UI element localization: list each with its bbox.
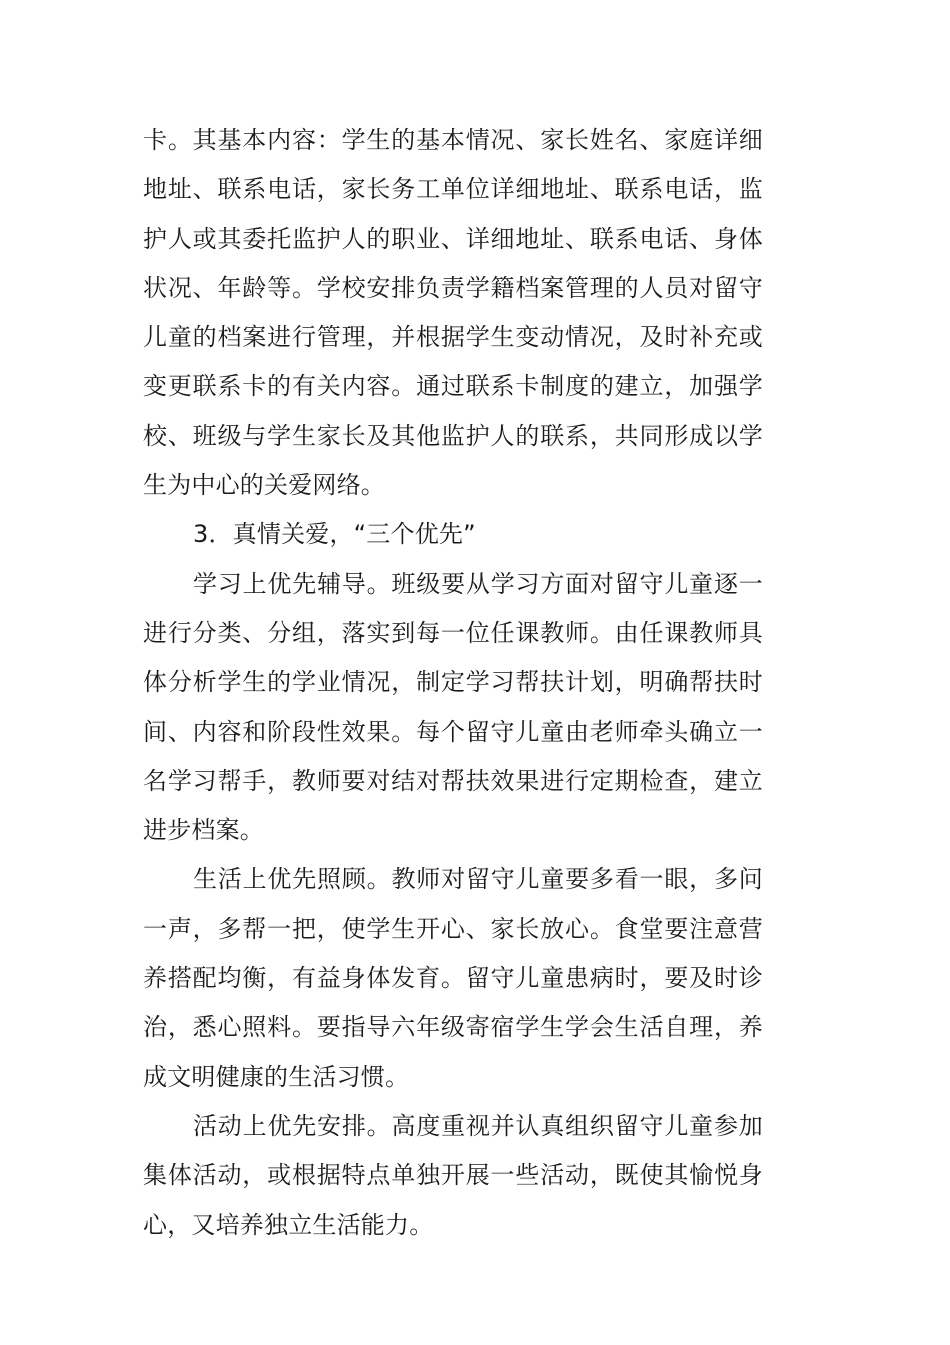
paragraph-life-priority [143, 855, 763, 1101]
text-line: 址、联系电话，家长务工单位详细地址、联系电话，监护人 [143, 175, 763, 253]
text-line: 或其委托监护人的职业、详细地址、联系电话、身体状况、 [143, 224, 763, 302]
text-line: 又培养独立生活能力。 [191, 1210, 434, 1239]
paragraph-activity-priority [143, 1102, 763, 1250]
text-line: 网络。 [312, 471, 386, 500]
text-line: 声，多帮一把，使学生开心、家长放心。食堂要注意营养搭 [143, 914, 763, 993]
text-line: 年龄等。学校安排负责学籍档案管理的人员对留守儿童的档 [143, 273, 763, 352]
text-line: 学习上优先辅导。班级要从学习方面对留守儿童逐一进 [143, 569, 763, 647]
text-line: 生活上优先照顾。教师对留守儿童要多看一眼，多问一 [143, 865, 763, 943]
text-line: 活动上优先安排。高度重视并认真组织留守儿童参加集 [143, 1111, 763, 1190]
text-line: 容和阶段性效果。每个留守儿童由老师牵头确立一名学习帮 [143, 717, 763, 795]
section-heading [143, 510, 763, 559]
text-line: 配均衡，有益身体发育。留守儿童患病时，要及时诊治，悉 [143, 964, 763, 1042]
text-line: 行分类、分组，落实到每一位任课教师。由任课教师具体分 [143, 618, 763, 697]
text-line: 卡。其基本内容：学生的基本情况、家长姓名、家庭详细地 [143, 126, 763, 204]
text-line: 手，教师要对结对帮扶效果进行定期检查，建立进步档案。 [143, 766, 763, 845]
text-line: 体活动，或根据特点单独开展一些活动，既使其愉悦身心， [143, 1161, 763, 1239]
document-body [143, 116, 763, 1250]
text-line: 心照料。要指导六年级寄宿学生学会生活自理，养成文明健 [143, 1013, 763, 1091]
heading-text: 3．真情关爱，“三个优先” [193, 520, 476, 549]
paragraph-study-priority [143, 560, 763, 856]
text-line: 的有关内容。通过联系卡制度的建立，加强学校、班级与学 [143, 372, 763, 450]
text-line: 析学生的学业情况，制定学习帮扶计划，明确帮扶时间、内 [143, 668, 763, 746]
paragraph-contact-card [143, 116, 763, 510]
text-line: 康的生活习惯。 [239, 1062, 410, 1091]
text-line: 案进行管理，并根据学生变动情况，及时补充或变更联系卡 [143, 323, 763, 401]
text-line: 生家长及其他监护人的联系，共同形成以学生为中心的关爱 [143, 421, 763, 500]
